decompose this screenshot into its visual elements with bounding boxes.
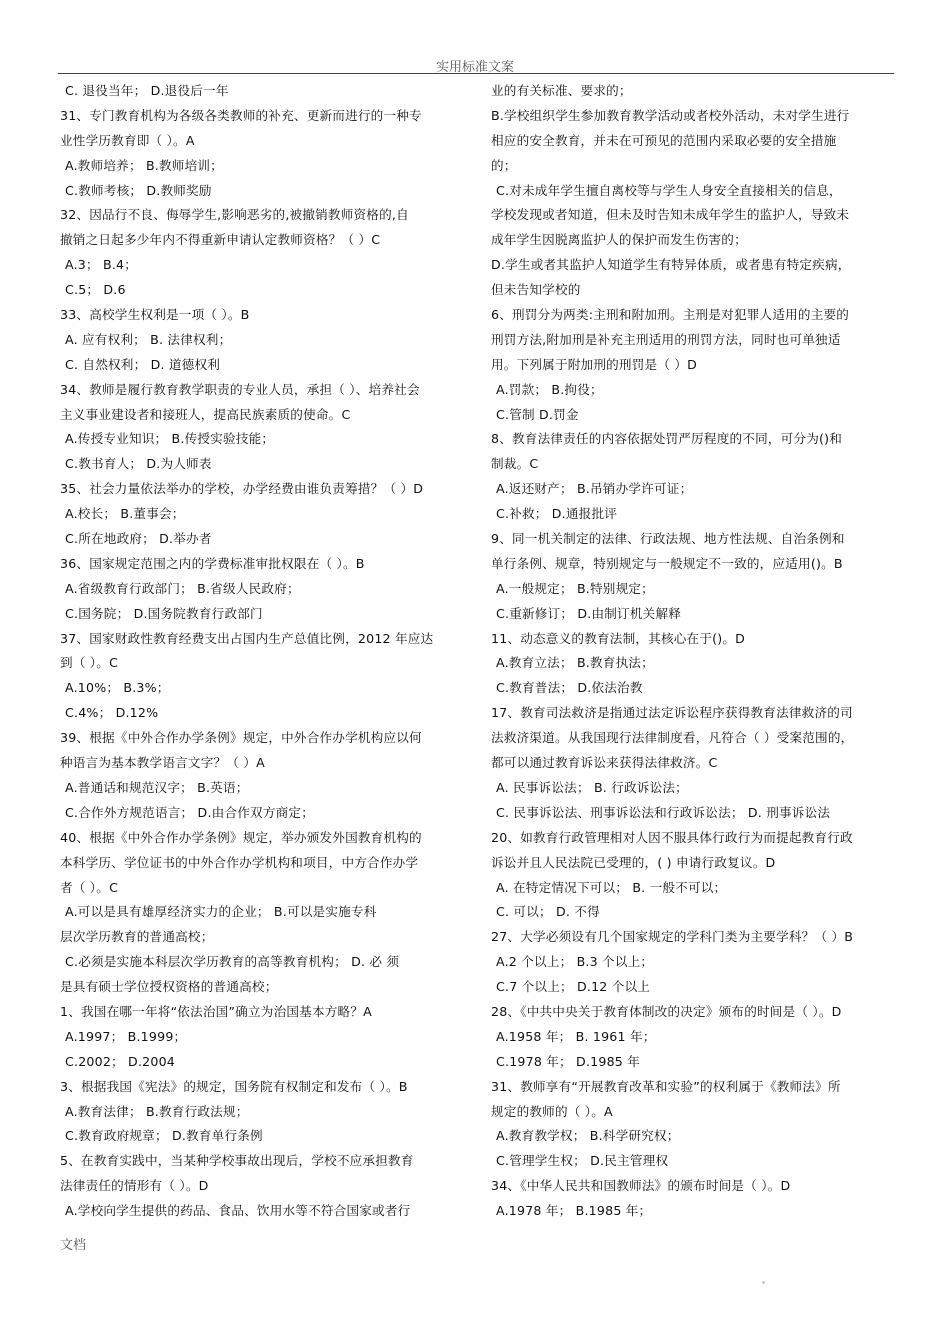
text-line: 相应的安全教育，并未在可预见的范围内采取必要的安全措施 [491, 132, 837, 148]
text-line: A.2 个以上； B.3 个以上； [496, 954, 654, 970]
text-line: 33、高校学生权利是一项（ ）。B [60, 307, 250, 323]
text-line: A.传授专业知识； B.传授实验技能； [65, 431, 275, 447]
text-line: 但未告知学校的 [491, 282, 581, 298]
text-line: 20、如教育行政管理相对人因不服具体行政行为而提起教育行政 [491, 829, 853, 845]
text-line: 法律责任的情形有（ ）。D [60, 1178, 209, 1194]
text-line: 成年学生因脱离监护人的保护而发生伤害的； [491, 232, 747, 248]
text-line: A.10%； B.3%； [65, 680, 170, 696]
text-line: 学校发现或者知道，但未及时告知未成年学生的监护人，导致未 [491, 207, 850, 223]
text-line: C.教师考核； D.教师奖励 [65, 182, 212, 198]
text-line: 都可以通过教育诉讼来获得法律救济。C [491, 755, 718, 771]
text-line: A.教师培养； B.教师培训； [65, 157, 223, 173]
text-line: 31、教师享有“开展教育改革和实验”的权利属于《教师法》所 [491, 1078, 841, 1094]
text-line: 39、根据《中外合作办学条例》规定，中外合作办学机构应以何 [60, 730, 422, 746]
text-line: A.学校向学生提供的药品、食品、饮用水等不符合国家或者行 [65, 1203, 411, 1219]
text-line: C.教育政府规章； D.教育单行条例 [65, 1128, 263, 1144]
text-line: C.管理学生权； D.民主管理权 [496, 1153, 669, 1169]
text-line: A.省级教育行政部门； B.省级人民政府； [65, 580, 300, 596]
header-divider [58, 73, 894, 74]
text-line: C. 退役当年； D.退役后一年 [65, 83, 229, 98]
text-line: 6、刑罚分为两类:主刑和附加刑。主刑是对犯罪人适用的主要的 [491, 307, 850, 323]
text-line: C.必须是实施本科层次学历教育的高等教育机构； D. 必 须 [65, 954, 400, 970]
text-line: 5、在教育实践中，当某种学校事故出现后，学校不应承担教育 [60, 1153, 414, 1169]
text-line: 37、国家财政性教育经费支出占国内生产总值比例，2012 年应达 [60, 630, 434, 646]
text-line: 规定的教师的（ ）。A [491, 1103, 613, 1119]
page-footer: 文档 [60, 1238, 87, 1253]
text-line: C.4%； D.12% [65, 705, 159, 721]
text-line: 35、社会力量依法举办的学校，办学经费由谁负责筹措？（ ）D [60, 481, 424, 497]
text-line: 的； [491, 157, 517, 173]
text-line: C.5； D.6 [65, 282, 126, 298]
text-line: A.3； B.4； [65, 257, 138, 273]
text-line: C.对未成年学生擅自离校等与学生人身安全直接相关的信息， [496, 182, 842, 198]
text-line: C.2002； D.2004 [65, 1053, 175, 1069]
text-line: A.一般规定； B.特别规定； [496, 580, 654, 596]
text-line: A.1978 年； B.1985 年； [496, 1203, 652, 1219]
text-line: A.校长； B.董事会； [65, 506, 185, 522]
text-line: 34、教师是履行教育教学职责的专业人员，承担（ ）、培养社会 [60, 381, 420, 397]
text-line: 36、国家规定范围之内的学费标准审批权限在（ ）。B [60, 555, 365, 571]
text-line: A.返还财产； B.吊销办学许可证； [496, 481, 693, 497]
text-line: A. 民事诉讼法； B. 行政诉讼法； [496, 779, 688, 795]
text-line: 8、教育法律责任的内容依据处罚严厉程度的不同，可分为()和 [491, 431, 843, 447]
text-line: 1、我国在哪一年将“依法治国”确立为治国基本方略？A [60, 1003, 372, 1019]
text-line: C.教育普法； D.依法治教 [496, 680, 643, 696]
text-line: C. 可以； D. 不得 [496, 904, 600, 920]
text-line: 者（ ）。C [60, 879, 119, 895]
text-line: 用。下列属于附加刑的刑罚是（ ）D [491, 356, 698, 372]
text-line: 单行条例、规章，特别规定与一般规定不一致的，应适用()。B [491, 555, 843, 571]
text-line: 28、《中共中央关于教育体制改的决定》颁布的时间是（ ）。D [491, 1003, 842, 1019]
text-line: 17、教育司法救济是指通过法定诉讼程序获得教育法律救济的司 [491, 705, 853, 721]
text-line: C.管制 D.罚金 [496, 406, 579, 422]
text-line: C.1978 年； D.1985 年 [496, 1053, 640, 1069]
text-line: 31、专门教育机构为各级各类教师的补充、更新而进行的一种专 [60, 107, 422, 123]
right-column [491, 79, 895, 1224]
text-line: C. 自然权利； D. 道德权利 [65, 356, 221, 372]
text-line: 刑罚方法,附加刑是补充主刑适用的刑罚方法，同时也可单独适 [491, 331, 841, 347]
text-line: 32、因品行不良、侮辱学生,影响恶劣的,被撤销教师资格的,自 [60, 207, 409, 223]
text-line: 诉讼并且人民法院已受理的，( ) 申请行政复议。D [491, 854, 776, 870]
text-line: 27、大学必须设有几个国家规定的学科门类为主要学科？（ ）B [491, 929, 854, 945]
page-header: 实用标准文案 [435, 60, 514, 75]
text-line: A. 应有权利； B. 法律权利； [65, 331, 232, 347]
text-line: 层次学历教育的普通高校； [60, 929, 214, 945]
text-line: C.合作外方规范语言； D.由合作双方商定； [65, 804, 314, 820]
text-line: A.教育立法； B.教育执法； [496, 655, 654, 671]
text-line: 9、同一机关制定的法律、行政法规、地方性法规、自治条例和 [491, 531, 845, 547]
text-line: B.学校组织学生参加教育教学活动或者校外活动，未对学生进行 [491, 107, 850, 123]
text-line: C.所在地政府； D.举办者 [65, 531, 212, 547]
text-line: A.教育教学权； B.科学研究权； [496, 1128, 680, 1144]
text-line: C.补救； D.通报批评 [496, 506, 618, 522]
text-line: A. 在特定情况下可以； B. 一般不可以； [496, 879, 727, 895]
left-column [60, 79, 470, 1224]
text-line: A.教育法律； B.教育行政法规； [65, 1103, 249, 1119]
text-line: A.1997； B.1999； [65, 1028, 187, 1044]
stray-dot [762, 1281, 765, 1284]
text-line: 业的有关标准、要求的； [491, 83, 632, 98]
text-line: D.学生或者其监护人知道学生有特异体质，或者患有特定疾病， [491, 257, 851, 273]
text-line: C.7 个以上； D.12 个以上 [496, 979, 651, 995]
text-line: 40、根据《中外合作办学条例》规定，举办颁发外国教育机构的 [60, 829, 422, 845]
text-line: 34、《中华人民共和国教师法》的颁布时间是（ ）。D [491, 1178, 791, 1194]
text-line: C.国务院； D.国务院教育行政部门 [65, 605, 263, 621]
text-line: A.1958 年； B. 1961 年； [496, 1028, 656, 1044]
text-line: 到（ ）。C [60, 655, 119, 671]
text-line: 法救济渠道。从我国现行法律制度看，凡符合（ ）受案范围的， [491, 730, 854, 746]
text-line: 本科学历、学位证书的中外合作办学机构和项目，中方合作办学 [60, 854, 419, 870]
text-line: 种语言为基本教学语言文字？（ ）A [60, 755, 265, 771]
text-line: A.普通话和规范汉字； B.英语； [65, 779, 249, 795]
text-line: C.重新修订； D.由制订机关解释 [496, 605, 682, 621]
text-line: A.可以是具有雄厚经济实力的企业； B.可以是实施专科 [65, 904, 377, 920]
text-line: 制裁。C [491, 456, 539, 472]
text-line: C.教书育人； D.为人师表 [65, 456, 212, 472]
text-line: 撤销之日起多少年内不得重新申请认定教师资格？（ ）C [60, 232, 381, 248]
text-line: 3、根据我国《宪法》的规定，国务院有权制定和发布（ ）。B [60, 1078, 408, 1094]
text-line: A.罚款； B.拘役； [496, 381, 603, 397]
text-line: C. 民事诉讼法、刑事诉讼法和行政诉讼法； D. 刑事诉讼法 [496, 804, 831, 820]
text-line: 是具有硕士学位授权资格的普通高校； [60, 979, 278, 995]
text-line: 业性学历教育即（ ）。A [60, 132, 195, 148]
text-line: 主义事业建设者和接班人，提高民族素质的使命。C [60, 406, 351, 422]
text-line: 11、动态意义的教育法制，其核心在于()。D [491, 630, 746, 646]
